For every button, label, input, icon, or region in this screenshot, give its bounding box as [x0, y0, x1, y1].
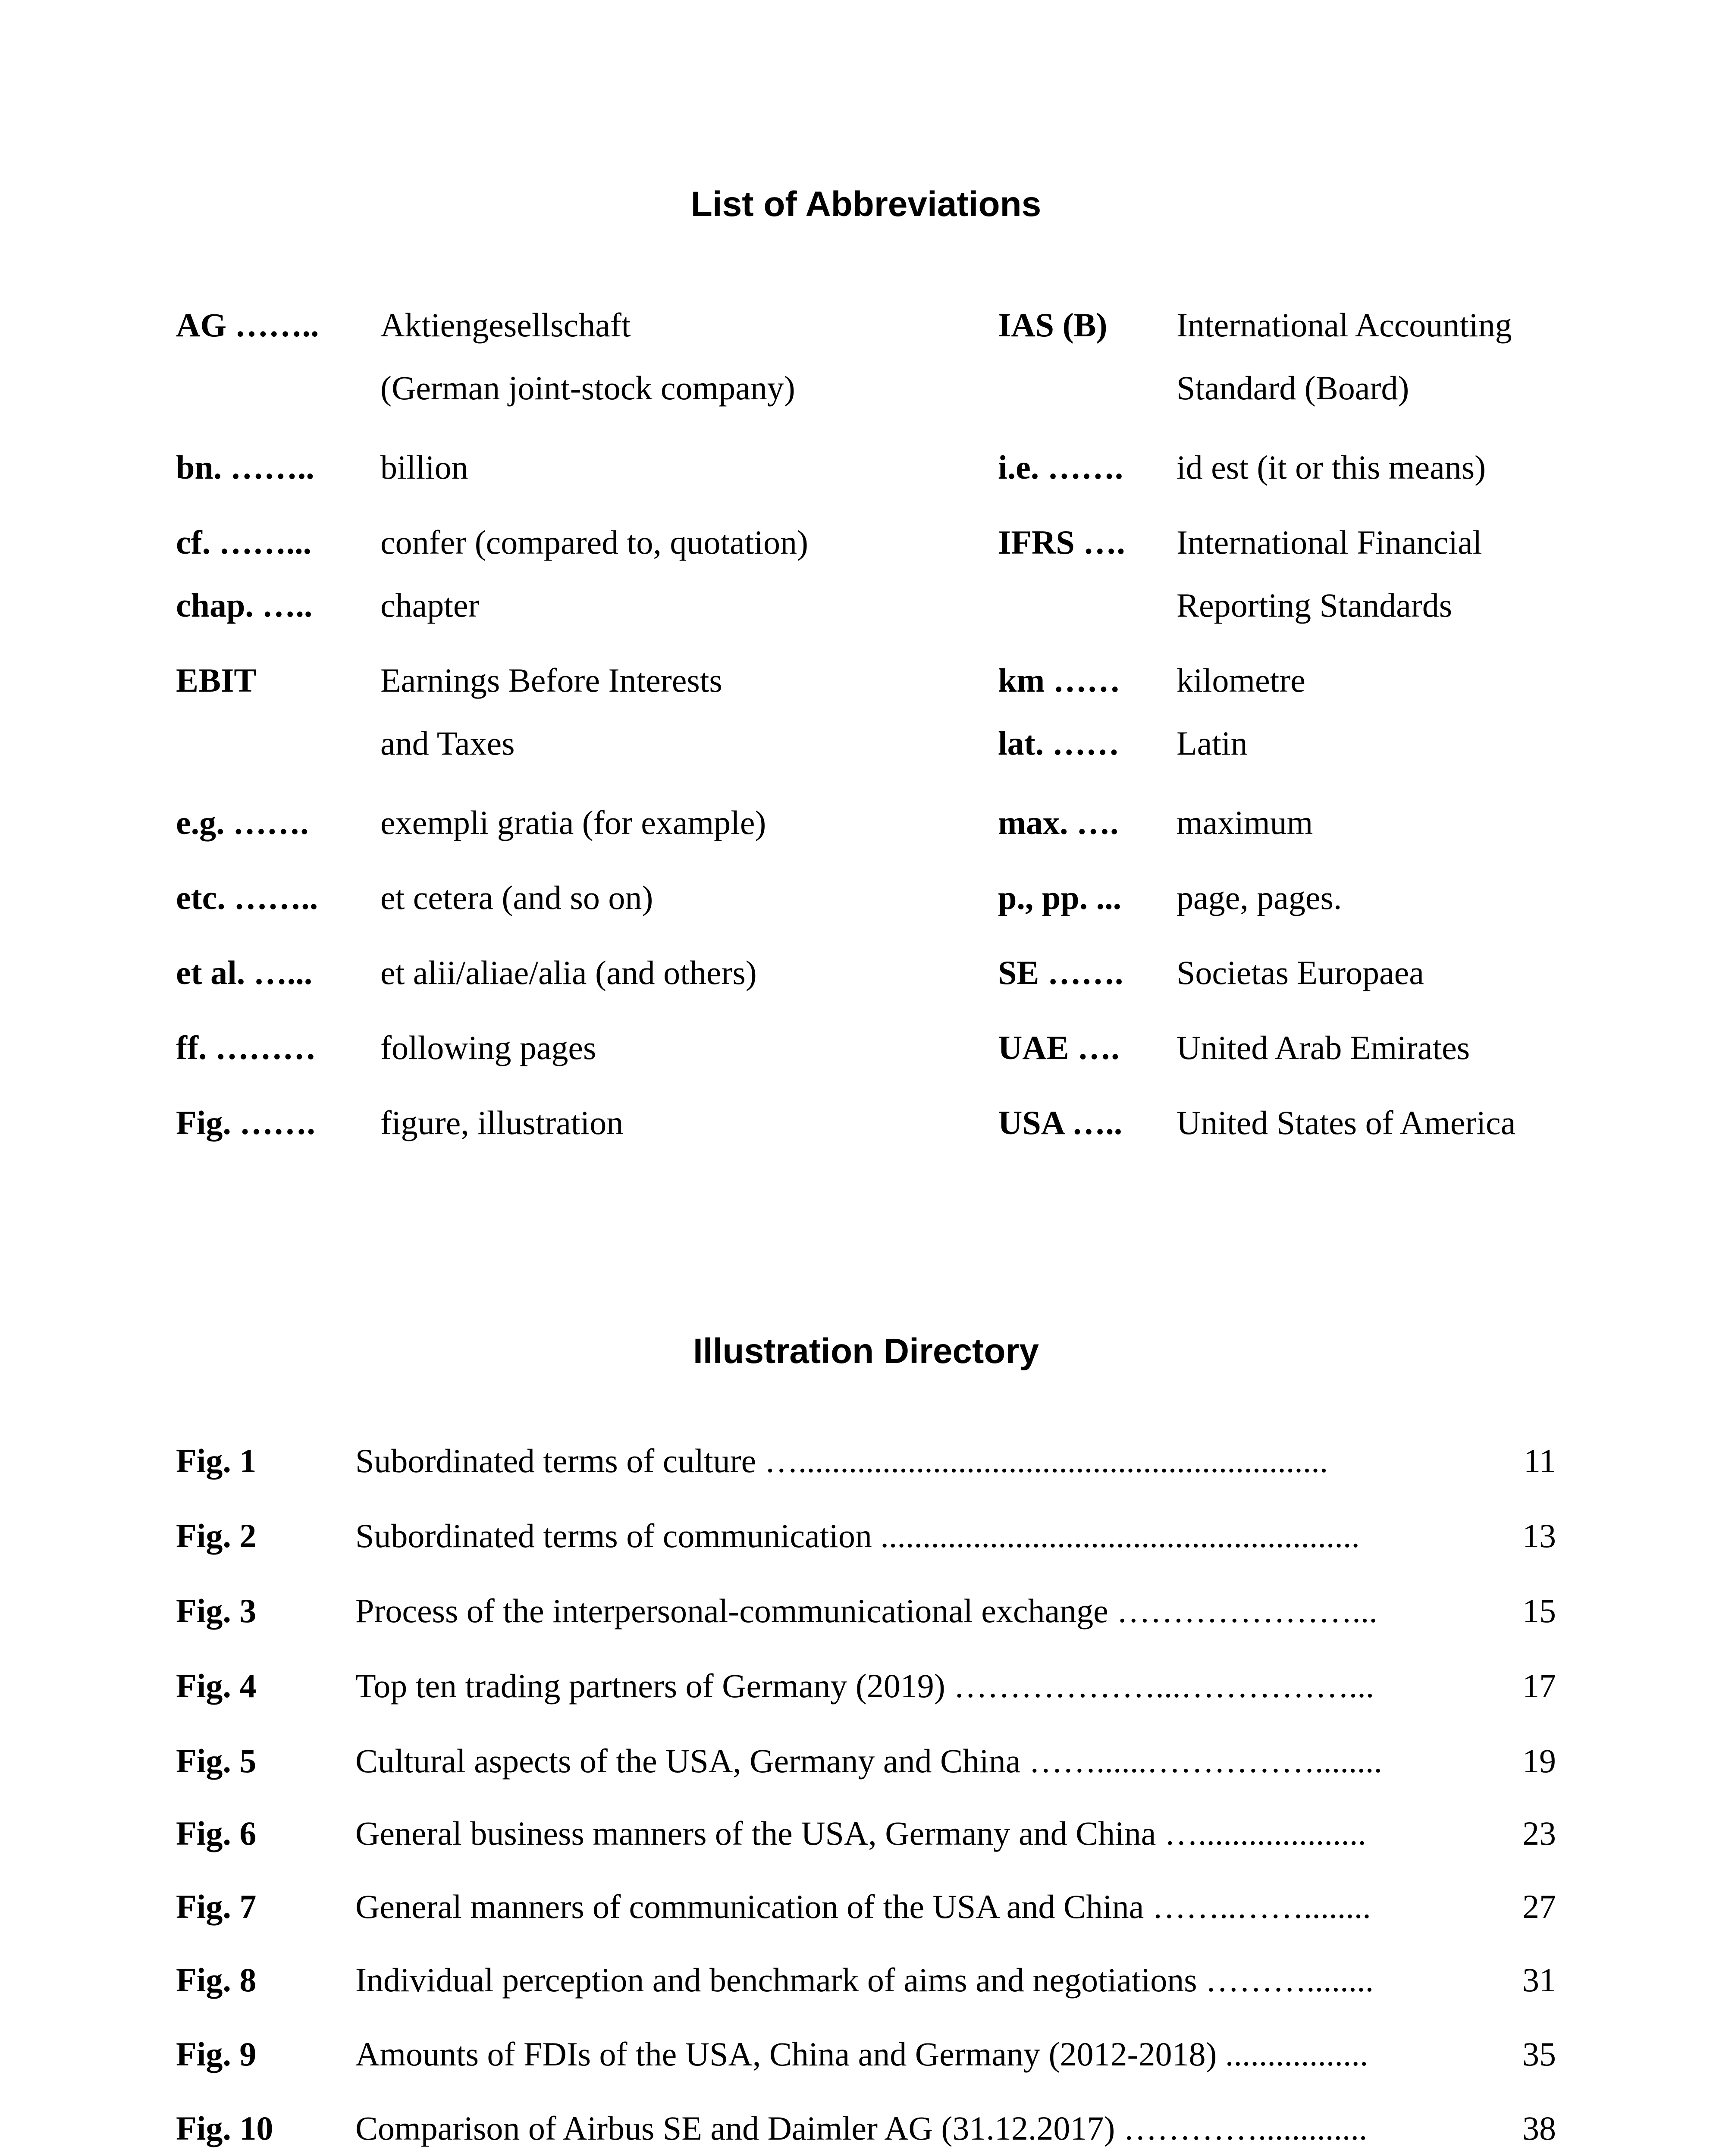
figure-title: Individual perception and benchmark of aims and negotiations ………........	[355, 1961, 1374, 1999]
figure-label: Fig. 2	[176, 1517, 257, 1554]
figure-page-number: 23	[1522, 1814, 1556, 1852]
abbreviation-definition: confer (compared to, quotation)	[380, 523, 808, 561]
abbreviation-definition: International Accounting	[1177, 306, 1512, 344]
abbreviation-definition: United States of America	[1177, 1104, 1516, 1141]
figure-title: General business manners of the USA, Germany and China …....................	[355, 1814, 1366, 1852]
figure-page-number: 19	[1522, 1742, 1556, 1780]
figure-label: Fig. 9	[176, 2035, 257, 2073]
abbreviation-definition-continued: and Taxes	[380, 724, 515, 762]
abbreviation-definition: chapter	[380, 586, 480, 624]
figure-label: Fig. 4	[176, 1667, 257, 1705]
abbreviation-definition: et cetera (and so on)	[380, 879, 653, 916]
abbreviation-definition: International Financial	[1177, 523, 1482, 561]
abbreviation-term: p., pp. ...	[998, 879, 1122, 916]
illustration-entry	[176, 1735, 1556, 1787]
abbreviation-term: USA …..	[998, 1104, 1123, 1141]
figure-title: Subordinated terms of culture …...............................................................	[355, 1442, 1328, 1479]
illustration-directory-title: Illustration Directory	[693, 1332, 1039, 1371]
illustration-entry	[176, 1881, 1556, 1933]
abbreviation-definition: Latin	[1177, 724, 1248, 762]
abbreviation-definition: Aktiengesellschaft	[380, 306, 631, 344]
illustration-entry	[176, 1954, 1556, 2006]
figure-label: Fig. 5	[176, 1742, 257, 1780]
abbreviation-definition: Societas Europaea	[1177, 954, 1424, 991]
figure-page-number: 27	[1522, 1888, 1556, 1925]
illustration-entry	[176, 1510, 1556, 1562]
figure-label: Fig. 8	[176, 1961, 257, 1999]
figure-title: Amounts of FDIs of the USA, China and Germany (2012-2018) .................	[355, 2035, 1368, 2073]
abbreviation-definition: page, pages.	[1177, 879, 1342, 916]
abbreviation-term: EBIT	[176, 661, 257, 699]
abbreviation-term: SE …….	[998, 954, 1123, 991]
figure-title: Top ten trading partners of Germany (2019) ………………...……………...	[355, 1667, 1374, 1705]
abbreviation-term: e.g. …….	[176, 804, 309, 841]
figure-title: Cultural aspects of the USA, Germany and China ……......……………........	[355, 1742, 1382, 1780]
abbreviation-term: Fig. …….	[176, 1104, 315, 1141]
illustration-entry	[176, 2103, 1556, 2154]
abbreviations-title: List of Abbreviations	[690, 185, 1042, 224]
abbreviation-definition: kilometre	[1177, 661, 1305, 699]
illustration-entry	[176, 1435, 1556, 1487]
illustration-entry	[176, 2028, 1556, 2080]
illustration-entry	[176, 1660, 1556, 1712]
figure-page-number: 35	[1522, 2035, 1556, 2073]
abbreviation-term: IAS (B)	[998, 306, 1108, 344]
abbreviation-term: max. ….	[998, 804, 1119, 841]
figure-title: General manners of communication of the USA and China ……..……........	[355, 1888, 1371, 1925]
abbreviation-definition-continued: Standard (Board)	[1177, 369, 1409, 407]
abbreviation-definition: exempli gratia (for example)	[380, 804, 766, 841]
illustration-entry	[176, 1808, 1556, 1859]
abbreviation-term: lat. ……	[998, 724, 1120, 762]
abbreviation-term: ff. ………	[176, 1029, 316, 1066]
illustration-entry	[176, 1585, 1556, 1637]
abbreviation-term: AG ……..	[176, 306, 319, 344]
figure-label: Fig. 10	[176, 2109, 273, 2147]
abbreviation-term: chap. …..	[176, 586, 313, 624]
abbreviation-definition: id est (it or this means)	[1177, 448, 1486, 486]
abbreviation-term: et al. …...	[176, 954, 313, 991]
abbreviation-definition-continued: (German joint-stock company)	[380, 369, 795, 407]
figure-page-number: 31	[1522, 1961, 1556, 1999]
figure-page-number: 17	[1522, 1667, 1556, 1705]
abbreviation-term: etc. ……..	[176, 879, 318, 916]
figure-page-number: 38	[1522, 2109, 1556, 2147]
figure-label: Fig. 3	[176, 1592, 257, 1630]
figure-page-number: 11	[1523, 1442, 1556, 1479]
abbreviation-definition: figure, illustration	[380, 1104, 624, 1141]
figure-label: Fig. 7	[176, 1888, 257, 1925]
abbreviation-term: cf. ……...	[176, 523, 312, 561]
figure-title: Subordinated terms of communication .........................................................	[355, 1517, 1360, 1554]
abbreviation-definition-continued: Reporting Standards	[1177, 586, 1453, 624]
figure-page-number: 15	[1522, 1592, 1556, 1630]
figure-title: Process of the interpersonal-communicational exchange …………………...	[355, 1592, 1377, 1630]
abbreviation-definition: et alii/aliae/alia (and others)	[380, 954, 757, 991]
abbreviation-definition: following pages	[380, 1029, 596, 1066]
abbreviation-term: km ……	[998, 661, 1120, 699]
abbreviation-definition: Earnings Before Interests	[380, 661, 722, 699]
abbreviation-term: bn. ……..	[176, 448, 314, 486]
figure-title: Comparison of Airbus SE and Daimler AG (31.12.2017) ………….............	[355, 2109, 1368, 2147]
abbreviation-definition: billion	[380, 448, 468, 486]
figure-label: Fig. 1	[176, 1442, 257, 1479]
abbreviation-definition: maximum	[1177, 804, 1313, 841]
abbreviation-term: IFRS ….	[998, 523, 1125, 561]
abbreviation-definition: United Arab Emirates	[1177, 1029, 1470, 1066]
figure-label: Fig. 6	[176, 1814, 257, 1852]
figure-page-number: 13	[1522, 1517, 1556, 1554]
abbreviation-term: UAE ….	[998, 1029, 1120, 1066]
abbreviation-term: i.e. …….	[998, 448, 1123, 486]
